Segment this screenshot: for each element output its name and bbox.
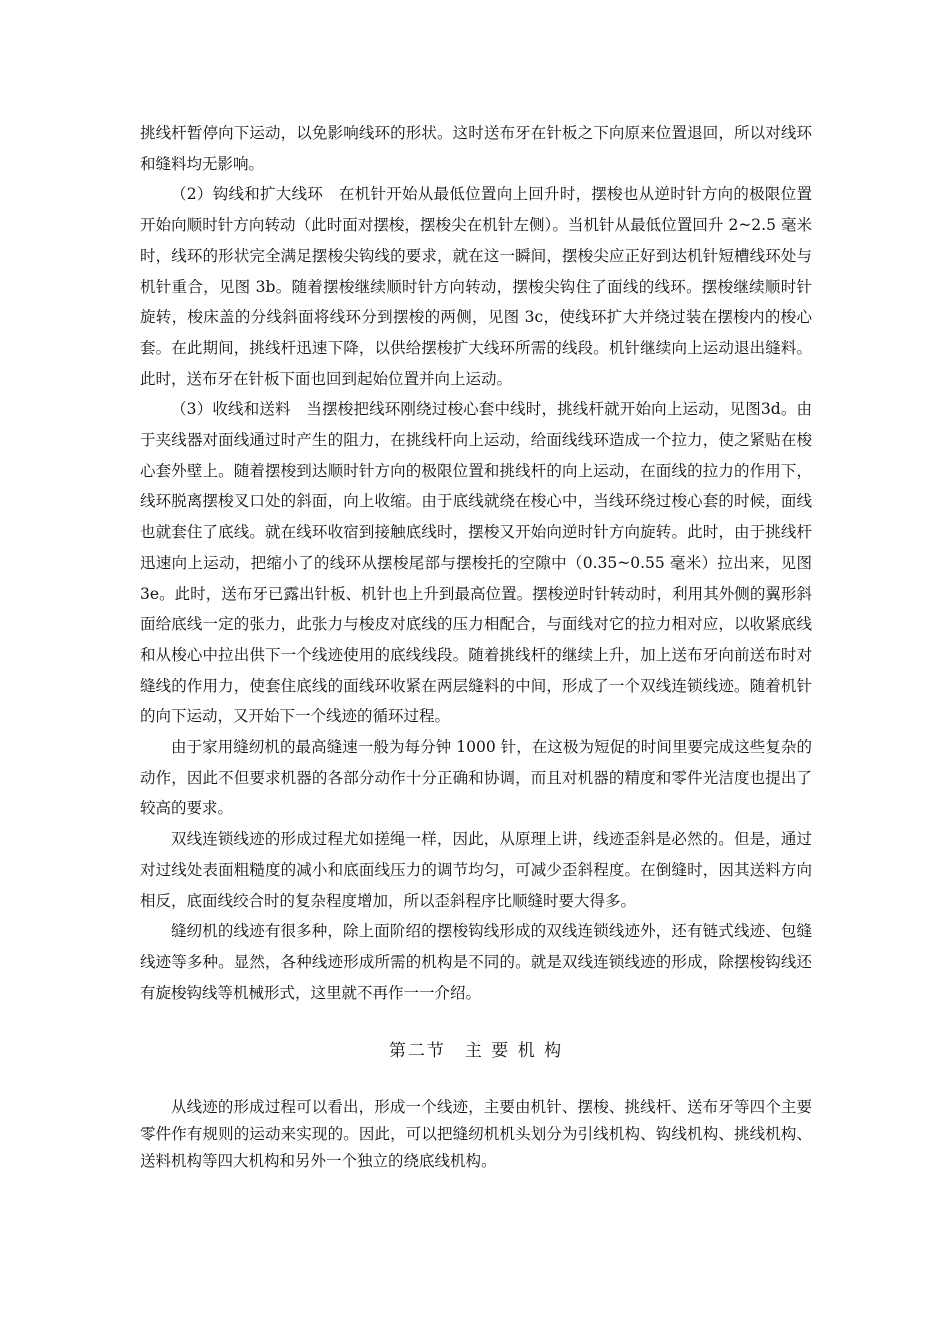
paragraph-main-mechanisms: 从线迹的形成过程可以看出，形成一个线迹，主要由机针、摆梭、挑线杆、送布牙等四个主要零件作有规则的运动来实现的。因此，可以把缝纫机机头划分为引线机构、钩线机构、挑线机构、送料机构等四大机构和另外一个独立的绕底线机构。 [140,1098,812,1171]
section-heading: 第二节 主 要 机 构 [388,1041,564,1062]
paragraph-take-up-and-feed: （3）收线和送料 当摆梭把线环刚绕过梭心套中线时，挑线杆就开始向上运动，见图3d。由于夹线器对面线通过时产生的阻力，在挑线杆向上运动，给面线线环造成一个拉力，使之紧贴在梭心套外壁上。随着摆梭到达顺时针方向的极限位置和挑线杆的向上运动，在面线的拉力的作用下，线环脱离摆梭叉口处的斜面，向上收缩。由于底线就绕在梭心中，当线环绕过梭心套的时候，面线也就套住了底线。就在线环收宿到接触底线时，摆梭又开始向逆时针方向旋转。此时，由于挑线杆迅速向上运动，把缩小了的线环从摆梭尾部与摆梭托的空隙中（0.35~0.55 毫米）拉出来，见图 3e。此时，送布牙已露出针板、机针也上升到最高位置。摆梭逆时针转动时，利用其外侧的翼形斜面给底线一定的张力，此张力与梭皮对底线的压力相配合，与面线对它的拉力相对应，以收紧底线和从梭心中拉出供下一个线迹使用的底线线段。随着挑线杆的继续上升，加上送布牙向前送布时对缝线的作用力，使套住底线的面线环收紧在两层缝料的中间，形成了一个双线连锁线迹。随着机针的向下运动，又开始下一个线迹的循环过程。 [140,400,812,726]
page-content [140,118,812,1175]
paragraph-hooking-and-loop-expansion: （2）钩线和扩大线环 在机针开始从最低位置向上回升时，摆梭也从逆时针方向的极限位置开始向顺时针方向转动（此时面对摆梭，摆梭尖在机针左侧）。当机针从最低位置回升 2~2.5 毫米时，线环的形状完全满足摆梭尖钩线的要求，就在这一瞬间，摆梭尖应正好到达机针短槽线环处与机针重合，见图 3b。随着摆梭继续顺时针方向转动，摆梭尖钩住了面线的线环。摆梭继续顺时针旋转，梭床盖的分线斜面将线环分到摆梭的两侧，见图 3c，使线环扩大并绕过装在摆梭内的梭心套。在此期间，挑线杆迅速下降，以供给摆梭扩大线环所需的线段。机针继续向上运动退出缝料。此时，送布牙在针板下面也回到起始位置并向上运动。 [140,185,812,388]
paragraph-continuation: 挑线杆暂停向下运动，以免影响线环的形状。这时送布牙在针板之下向原来位置退回，所以对线环和缝料均无影响。 [140,124,812,173]
paragraph-sewing-speed: 由于家用缝纫机的最高缝速一般为每分钟 1000 针，在这极为短促的时间里要完成这些复杂的动作，因此不但要求机器的各部分动作十分正确和协调，而且对机器的精度和零件光洁度也提出了较高的要求。 [140,738,812,818]
paragraph-stitch-skew: 双线连锁线迹的形成过程尤如搓绳一样，因此，从原理上讲，线迹歪斜是必然的。但是，通过对过线处表面粗糙度的减小和底面线压力的调节均匀，可减少歪斜程度。在倒缝时，因其送料方向相反，底面线绞合时的复杂程度增加，所以歪斜程序比顺缝时要大得多。 [140,830,812,910]
paragraph-stitch-types: 缝纫机的线迹有很多种，除上面阶绍的摆梭钩线形成的双线连锁线迹外，还有链式线迹、包缝线迹等多种。显然，各种线迹形成所需的机构是不同的。就是双线连锁线迹的形成，除摆梭钩线还有旋梭钩线等机械形式，这里就不再作一一介绍。 [140,922,812,1002]
